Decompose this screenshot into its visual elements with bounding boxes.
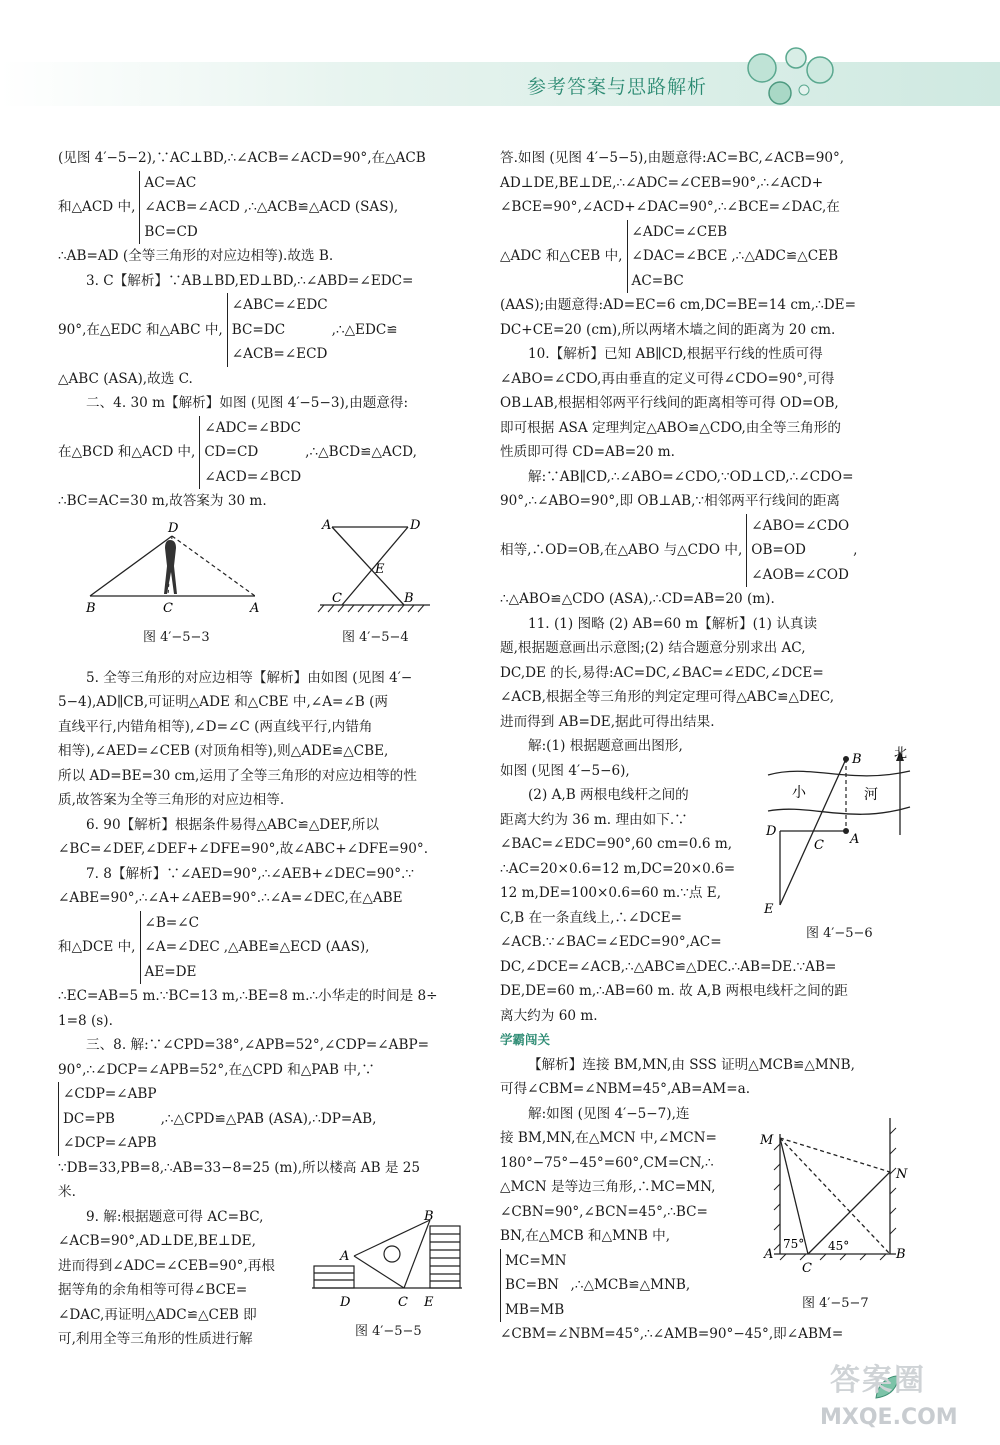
north-label: 北 (894, 746, 908, 761)
river-label-river: 河 (864, 787, 878, 803)
label-A: A (340, 1249, 350, 1264)
text-line: ∠BCE=90°,∠ACD+∠DAC=90°,∴∠BCE=∠DAC,在 (500, 199, 840, 215)
text-line: 解:(1) 根据题意画出图形, (528, 738, 683, 754)
text-line: (见图 4′−5−2),∵AC⊥BD,∴∠ACB=∠ACD=90°,在△ACB (58, 150, 426, 166)
text-line: 进而得到∠ADC=∠CEB=90°,再根 (58, 1257, 275, 1274)
text-line: ∴BC=AC=30 m,故答案为 30 m. (58, 493, 267, 509)
text-line: 3. C【解析】∵AB⊥BD,ED⊥BD,∴∠ABD=∠EDC= (86, 272, 414, 289)
text-line: 90°,∴∠ABO=90°,即 OB⊥AB,∵相邻两平行线间的距离 (500, 493, 841, 509)
brace-group (199, 416, 301, 490)
equation: ∠ACB=∠ECD (231, 346, 328, 362)
text-line: ∠ACB,根据全等三角形的判定定理可得△ABC≌△DEC, (500, 689, 835, 705)
label-E: E (764, 902, 774, 917)
label-B: B (424, 1209, 434, 1224)
equation: ∠ACB=∠ACD (144, 199, 240, 215)
text-line: ∵DB=33,PB=8,∴AB=33−8=25 (m),所以楼高 AB 是 25 (58, 1159, 421, 1176)
text-span: ,∴△CPD≌△PAB (ASA),∴DP=AB, (160, 1110, 377, 1127)
text-line: 题,根据题意画出示意图;(2) 结合题意分别求出 AC, (500, 640, 806, 656)
text-line: ∠ACB.∵∠BAC=∠EDC=90°,AC= (500, 934, 722, 950)
equation-system (500, 514, 912, 588)
watermark-logo: 答案圈 (830, 1363, 926, 1398)
text-span: 和△DCE 中, (58, 939, 136, 955)
text-line: ∴AC=20×0.6=12 m,DC=20×0.6= (500, 860, 736, 877)
figure-4-5-5 (312, 1208, 462, 1313)
text-line: 据等角的余角相等可得∠BCE= (58, 1282, 248, 1298)
text-line: 离大约为 60 m. (500, 1007, 598, 1024)
text-line: 7. 8【解析】∵∠AED=90°,∴∠AEB+∠DEC=90°.∵ (86, 865, 414, 882)
figure-4-5-4 (312, 515, 442, 625)
equation: ∠DCP=∠APB (63, 1135, 157, 1151)
text-line: ∠ABE=90°,∴∠A+∠AEB=90°.∴∠A=∠DEC,在△ABE (58, 890, 403, 906)
label-A: A (850, 832, 860, 847)
text-line: (2) A,B 两根电线杆之间的 (528, 787, 689, 803)
text-span: 90°,在△EDC 和△ABC 中, (58, 321, 223, 338)
text-line: 180°−75°−45°=60°,CM=CN,∴ (500, 1154, 714, 1171)
text-line: 接 BM,MN,在△MCN 中,∠MCN= (500, 1130, 717, 1146)
text-line: ∠ABO=∠CDO,再由垂直的定义可得∠CDO=90°,可得 (500, 370, 835, 387)
label-B: B (896, 1247, 906, 1262)
figure-caption: 图 4′−5−5 (355, 1324, 422, 1339)
label-C: C (163, 601, 173, 616)
text-line: 答.如图 (见图 4′−5−5),由题意得:AC=BC,∠ACB=90°, (500, 150, 845, 166)
equation-system (58, 416, 466, 490)
text-line: 解:∵AB∥CD,∴∠ABO=∠CDO,∵OD⊥CD,∴∠CDO= (528, 468, 854, 485)
label-M: M (760, 1133, 774, 1148)
label-C: C (814, 838, 824, 853)
label-B: B (404, 591, 414, 606)
header-band (0, 62, 1000, 106)
page-title: 参考答案与思路解析 (527, 76, 708, 98)
text-line: 进而得到 AB=DE,据此可得出结果. (500, 713, 715, 730)
text-span: △ADC 和△CEB 中, (500, 248, 623, 264)
text-line: 1=8 (s). (58, 1012, 113, 1029)
text-line: 三、8. 解:∵∠CPD=38°,∠APB=52°,∠CDP=∠ABP= (86, 1037, 429, 1053)
equation: ∠A=∠DEC (144, 939, 220, 955)
text-line: 质,故答案为全等三角形的对应边相等. (58, 792, 285, 808)
equation: BC=CD (144, 223, 198, 240)
text-line: ∴△ABO≌△CDO (ASA),∴CD=AB=20 (m). (500, 591, 775, 607)
text-line: ∴AB=AD (全等三角形的对应边相等).故选 B. (58, 248, 334, 264)
brace-group (746, 514, 849, 588)
figure-caption: 图 4′−5−3 (143, 630, 210, 645)
equation: ∠CDP=∠ABP (63, 1086, 157, 1102)
text-line: 米. (58, 1184, 76, 1200)
text-line: 9. 解:根据题意可得 AC=BC, (86, 1208, 264, 1225)
label-N: N (896, 1167, 908, 1182)
text-line: BN,在△MCB 和△MNB 中, (500, 1228, 671, 1244)
brace-group (627, 220, 728, 294)
brace-group (139, 171, 240, 245)
equation: CD=CD (204, 444, 259, 460)
equation: AE=DE (144, 963, 197, 980)
equation: AC=BC (631, 272, 684, 289)
text-line: 如图 (见图 4′−5−6), (500, 762, 630, 779)
equation: BC=BN (505, 1277, 559, 1293)
text-line: 相等),∠AED=∠CEB (对顶角相等),则△ADE≌△CBE, (58, 743, 389, 759)
text-line: 10.【解析】已知 AB∥CD,根据平行线的性质可得 (528, 346, 823, 362)
left-column (58, 146, 466, 1352)
text-span: ,∴△EDC≌ (331, 321, 398, 338)
label-D: D (766, 824, 777, 839)
brace-group (58, 1082, 157, 1156)
label-C: C (332, 591, 342, 606)
text-line: ∴EC=AB=5 m.∵BC=13 m,∴BE=8 m.∴小华走的时间是 8÷ (58, 988, 438, 1004)
equation-system (58, 171, 466, 245)
text-line: ∠CBM=∠NBM=45°,∴∠AMB=90°−45°,即∠ABM= (500, 1326, 844, 1342)
text-line: ∠BC=∠DEF,∠DEF+∠DFE=90°,故∠ABC+∠DFE=90°. (58, 841, 429, 857)
text-line: 5−4),AD∥CB,可证明△ADE 和△CBE 中,∠A=∠B (两 (58, 694, 389, 710)
text-line: DC,∠DCE=∠ACB,∴△ABC≌△DEC.∴AB=DE.∵AB= (500, 958, 837, 975)
text-line: 性质即可得 CD=AB=20 m. (500, 444, 676, 460)
text-span: ,∴△ACB≌△ACD (SAS), (243, 199, 399, 215)
figure-caption: 图 4′−5−6 (806, 926, 873, 941)
label-A: A (764, 1247, 774, 1262)
equation: MB=MB (505, 1301, 565, 1318)
equation-system (58, 293, 466, 367)
brace-group (227, 293, 328, 367)
text-span: 相等,∴OD=OB,在△ABO 与△CDO 中, (500, 542, 743, 558)
bubble-decoration-icon (740, 38, 840, 108)
brace-group (500, 1249, 567, 1323)
equation: ∠ABC=∠EDC (231, 297, 328, 313)
text-line: 直线平行,内错角相等),∠D=∠C (两直线平行,内错角 (58, 718, 373, 735)
text-line: C,B 在一条直线上,∴∠DCE= (500, 909, 683, 926)
equation-system (58, 911, 466, 985)
text-line: ∠BAC=∠EDC=90°,60 cm=0.6 m, (500, 836, 733, 852)
equation: AC=AC (144, 174, 197, 191)
text-line: (AAS);由题意得:AD=EC=6 cm,DC=BE=14 cm,∴DE= (500, 297, 856, 313)
brace-group (140, 911, 220, 985)
text-span: ,∴△BCD≌△ACD, (305, 444, 417, 460)
text-line: ∠DAC,再证明△ADC≌△CEB 即 (58, 1306, 257, 1323)
figure-caption: 图 4′−5−7 (802, 1296, 869, 1311)
text-line: 所以 AD=BE=30 cm,运用了全等三角形的对应边相等的性 (58, 767, 417, 784)
equation: ∠ACD=∠BCD (204, 468, 302, 485)
text-line: 即可根据 ASA 定理判定△ABO≌△CDO,由全等三角形的 (500, 419, 841, 436)
label-B: B (86, 601, 96, 616)
text-span: ,∴△MCB≌△MNB, (570, 1277, 691, 1293)
text-line: DE,DE=60 m,∴AB=60 m. 故 A,B 两根电线杆之间的距 (500, 983, 848, 999)
text-line: ∠CBN=90°,∠BCN=45°,∴BC= (500, 1203, 708, 1220)
label-B: B (852, 752, 862, 767)
text-span: 和△ACD 中, (58, 199, 136, 215)
label-A: A (322, 518, 332, 533)
label-E: E (375, 562, 385, 577)
text-line: 11. (1) 图略 (2) AB=60 m【解析】(1) 认真读 (528, 615, 818, 632)
equation: ∠ADC=∠BDC (204, 419, 301, 436)
text-line: 【解析】连接 BM,MN,由 SSS 证明△MCB≌△MNB, (528, 1056, 855, 1073)
text-line: 12 m,DE=100×0.6=60 m.∵点 E, (500, 885, 722, 901)
text-line: 距离大约为 36 m. 理由如下.∵ (500, 811, 688, 828)
equation: ∠ADC=∠CEB (631, 223, 728, 240)
angle-45-label: 45° (828, 1239, 850, 1253)
text-line: 二、4. 30 m【解析】如图 (见图 4′−5−3),由题意得: (86, 395, 409, 411)
equation: ∠B=∠C (144, 914, 200, 931)
text-line: △MCN 是等边三角形,∴MC=MN, (500, 1179, 716, 1195)
equation-system (500, 220, 912, 294)
text-line: 解:如图 (见图 4′−5−7),连 (528, 1105, 690, 1122)
text-span: , (853, 542, 858, 558)
label-C: C (802, 1261, 812, 1276)
label-E: E (424, 1295, 434, 1310)
text-line: 90°,∴∠DCP=∠APB=52°,在△CPD 和△PAB 中,∵ (58, 1061, 375, 1078)
label-D: D (340, 1295, 351, 1310)
equation: ∠DAC=∠BCE (631, 248, 728, 264)
text-line: DC,DE 的长,易得:AC=DC,∠BAC=∠EDC,∠DCE= (500, 664, 824, 681)
equation: DC=PB (63, 1110, 115, 1127)
text-line: 可,利用全等三角形的性质进行解 (58, 1331, 253, 1347)
section-heading (500, 1028, 912, 1053)
section-tag: 学霸闯关 (500, 1032, 551, 1047)
watermark-url: MXQE.COM (820, 1405, 958, 1430)
text-span: ,∴△ADC≌△CEB (731, 248, 839, 264)
equation: ∠ABO=∠CDO (751, 517, 850, 534)
text-span: 在△BCD 和△ACD 中, (58, 444, 196, 460)
text-line: ∠ACB=90°,AD⊥DE,BE⊥DE, (58, 1233, 256, 1249)
text-line: OB⊥AB,根据相邻两平行线间的距离相等可得 OD=OB, (500, 395, 839, 411)
text-line: AD⊥DE,BE⊥DE,∴∠ADC=∠CEB=90°,∴∠ACD+ (500, 174, 824, 191)
figure-4-5-7 (756, 1114, 916, 1289)
text-line: 5. 全等三角形的对应边相等【解析】由如图 (见图 4′− (86, 669, 413, 686)
label-A: A (250, 601, 260, 616)
text-line: DC+CE=20 (cm),所以两堵木墙之间的距离为 20 cm. (500, 321, 836, 338)
text-line: 6. 90【解析】根据条件易得△ABC≌△DEF,所以 (86, 816, 379, 833)
figure-4-5-3 (80, 518, 270, 618)
text-span: ,△ABE≌△ECD (AAS), (223, 939, 370, 955)
figure-caption: 图 4′−5−4 (342, 630, 409, 645)
figure-4-5-6 (760, 745, 920, 920)
equation: MC=MN (505, 1252, 567, 1269)
equation: BC=DC (231, 321, 286, 338)
equation: OB=OD (751, 542, 806, 558)
equation-system (58, 1082, 466, 1156)
equation: ∠AOB=∠COD (751, 566, 849, 583)
label-C: C (398, 1295, 408, 1310)
river-label-small: 小 (792, 785, 806, 801)
text-line: 可得∠CBM=∠NBM=45°,AB=AM=a. (500, 1081, 751, 1097)
label-D: D (410, 518, 421, 533)
angle-75-label: 75° (783, 1237, 805, 1251)
label-D: D (168, 521, 179, 536)
text-line: △ABC (ASA),故选 C. (58, 370, 193, 387)
